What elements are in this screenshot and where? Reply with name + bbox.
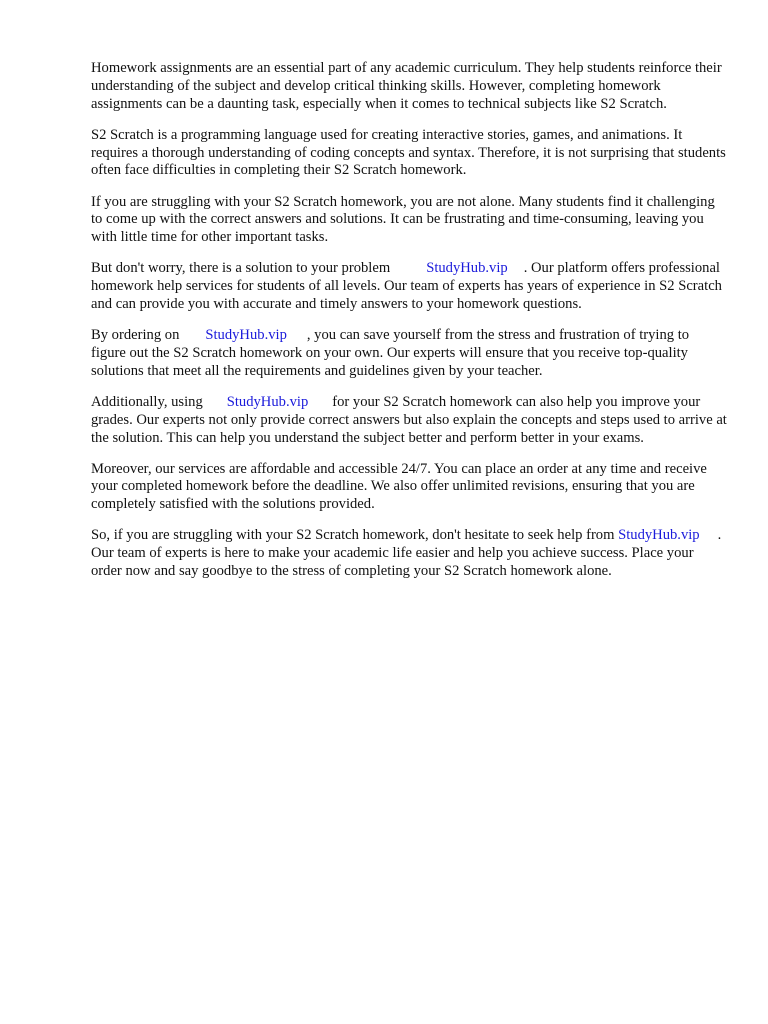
- paragraph-intro-text: Homework assignments are an essential part of any academic curriculum. They help students reinforce their understanding of the subject and develop critical thinking skills. However, completing homework assignments can be a daunting task, especially when it comes to technical subjects like S2 Scratch.: [91, 60, 722, 112]
- studyhub-link-1[interactable]: StudyHub.vip: [426, 260, 508, 277]
- paragraph-struggling: [91, 194, 727, 247]
- paragraph-ordering: [91, 327, 727, 380]
- paragraph-solution-text-before: But don't worry, there is a solution to your problem: [91, 260, 391, 277]
- paragraph-closing: [91, 527, 727, 580]
- paragraph-solution-text-after: . Our platform offers professional homework help services for students of all levels. Our team of experts has years of experience in S2 Scratch and can provide you with accurate and timely answers to your homework questions.: [91, 260, 722, 312]
- studyhub-link-2[interactable]: StudyHub.vip: [205, 327, 287, 344]
- paragraph-solution: [91, 260, 727, 313]
- paragraph-s2-scratch: [91, 127, 727, 180]
- paragraph-moreover: [91, 461, 727, 514]
- paragraph-closing-text-after: . Our team of experts is here to make your academic life easier and help you achieve success. Place your order now and say goodbye to the stress of completing your S2 Scratch homework alone.: [91, 527, 722, 580]
- studyhub-link-3[interactable]: StudyHub.vip: [226, 393, 309, 410]
- paragraph-s2-scratch-text: S2 Scratch is a programming language used for creating interactive stories, games, and animations. It requires a thorough understanding of coding concepts and syntax. Therefore, it is not surprising that students often face difficulties in completing their S2 Scratch homework.: [91, 126, 726, 179]
- document-body: [91, 60, 727, 594]
- paragraph-intro: [91, 60, 727, 113]
- paragraph-additionally: [91, 394, 727, 447]
- paragraph-moreover-text: Moreover, our services are affordable and accessible 24/7. You can place an order at any time and receive your completed homework before the deadline. We also offer unlimited revisions, ensuring that you are completely satisfied with the solutions provided.: [91, 460, 707, 513]
- paragraph-additionally-text-after: for your S2 Scratch homework can also help you improve your grades. Our experts not only provide correct answers but also explain the concepts and steps used to arrive at the solution. This can help you understand the subject better and perform better in your exams.: [91, 393, 727, 446]
- paragraph-ordering-text-after: , you can save yourself from the stress and frustration of trying to figure out the S2 Scratch homework on your own. Our experts will ensure that you receive top-quality solutions that meet all the requirements and guidelines given by your teacher.: [91, 327, 690, 379]
- paragraph-ordering-text-before: By ordering on: [91, 327, 180, 344]
- paragraph-closing-text-before: So, if you are struggling with your S2 Scratch homework, don't hesitate to seek help from: [91, 527, 615, 544]
- paragraph-struggling-text: If you are struggling with your S2 Scratch homework, you are not alone. Many students find it challenging to come up with the correct answers and solutions. It can be frustrating and time-consuming, leaving you with little time for other important tasks.: [91, 193, 715, 246]
- paragraph-additionally-text-before: Additionally, using: [91, 393, 203, 410]
- studyhub-link-4[interactable]: StudyHub.vip: [618, 527, 700, 544]
